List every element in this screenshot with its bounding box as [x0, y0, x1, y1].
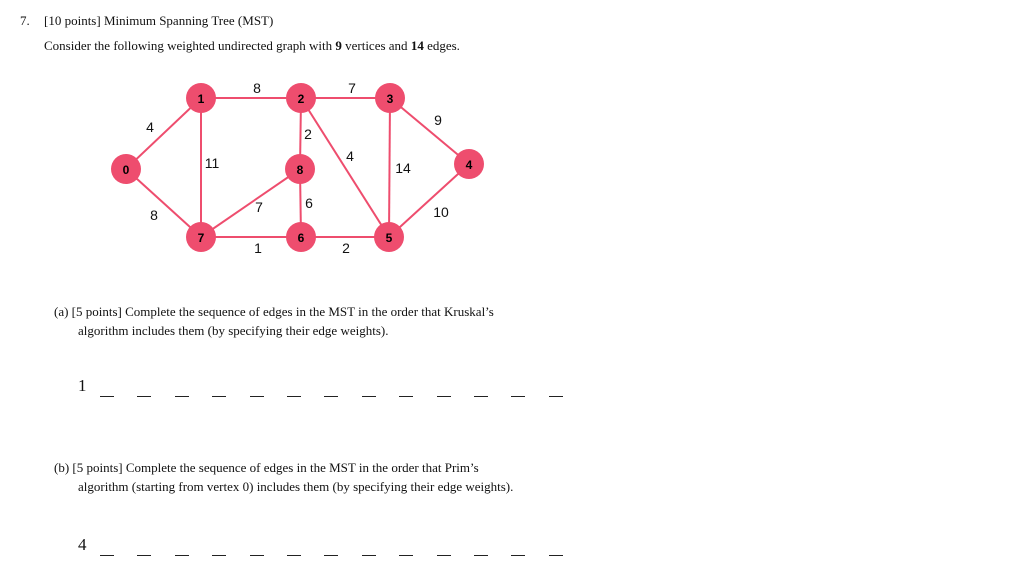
kruskal-answer-blank-4[interactable] [175, 396, 189, 397]
prim-answer-blank-7[interactable] [287, 555, 301, 556]
kruskal-answer-blank-8[interactable] [324, 396, 338, 397]
vertex-label-5: 5 [385, 231, 393, 245]
vertex-label-3: 3 [386, 92, 394, 106]
vertex-label-6: 6 [297, 231, 305, 245]
prim-answer-blank-11[interactable] [437, 555, 451, 556]
part-a-line1: (a) [5 points] Complete the sequence of edges in the MST in the order that Kruskal’s [54, 304, 494, 319]
intro-text-b: vertices and [341, 38, 411, 53]
vertex-label-0: 0 [122, 163, 130, 177]
vertex-count: 9 [335, 38, 342, 53]
question-title: [10 points] Minimum Spanning Tree (MST) [44, 13, 274, 28]
edge-weight-2-8: 2 [304, 126, 312, 142]
edge-weight-4-5: 10 [433, 204, 449, 220]
part-a-line2: algorithm includes them (by specifying their edge weights). [78, 323, 389, 338]
intro-text-c: edges. [423, 38, 460, 53]
edge-3-5 [389, 98, 390, 237]
vertex-label-2: 2 [297, 92, 305, 106]
intro-text-a: Consider the following weighted undirected graph with [44, 38, 336, 53]
prim-answer-blank-10[interactable] [399, 555, 413, 556]
kruskal-answer-blank-7[interactable] [287, 396, 301, 397]
part-b-prompt [54, 458, 513, 496]
prim-answer-blank-13[interactable] [511, 555, 525, 556]
kruskal-answer-blank-2[interactable] [100, 396, 114, 397]
kruskal-answer-blank-6[interactable] [250, 396, 264, 397]
prim-answer-blank-3[interactable] [137, 555, 151, 556]
edge-0-7 [126, 169, 201, 237]
edge-weight-5-6: 2 [342, 240, 350, 256]
edge-weight-0-1: 4 [146, 119, 154, 135]
edge-weight-0-7: 8 [150, 207, 158, 223]
kruskal-answer-blank-14[interactable] [549, 396, 563, 397]
prim-answer-blank-8[interactable] [324, 555, 338, 556]
edge-weight-7-8: 7 [255, 199, 263, 215]
kruskal-answer-blank-3[interactable] [137, 396, 151, 397]
prim-answer-blank-5[interactable] [212, 555, 226, 556]
vertex-label-1: 1 [197, 92, 205, 106]
prim-answer-blank-12[interactable] [474, 555, 488, 556]
kruskal-answer-blank-5[interactable] [212, 396, 226, 397]
question-number: 7. [20, 13, 30, 28]
edge-weight-6-8: 6 [305, 195, 313, 211]
edge-weight-2-5: 4 [346, 148, 354, 164]
vertex-label-8: 8 [296, 163, 304, 177]
edge-weight-3-5: 14 [395, 160, 411, 176]
part-b-line1: (b) [5 points] Complete the sequence of edges in the MST in the order that Prim’s [54, 460, 479, 475]
kruskal-answer-blank-9[interactable] [362, 396, 376, 397]
edge-7-8 [201, 169, 300, 237]
edge-weight-2-3: 7 [348, 80, 356, 96]
kruskal-answer-blank-11[interactable] [437, 396, 451, 397]
prim-answer-blank-4[interactable] [175, 555, 189, 556]
kruskal-answer-blank-13[interactable] [511, 396, 525, 397]
part-b-line2: algorithm (starting from vertex 0) includes them (by specifying their edge weights). [78, 479, 514, 494]
kruskal-answer-blank-12[interactable] [474, 396, 488, 397]
vertex-label-4: 4 [465, 158, 473, 172]
edge-weight-3-4: 9 [434, 112, 442, 128]
prim-first-value: 4 [78, 535, 87, 554]
prim-answer-blank-14[interactable] [549, 555, 563, 556]
prim-answer-blank-9[interactable] [362, 555, 376, 556]
edge-0-1 [126, 98, 201, 169]
edge-weight-6-7: 1 [254, 240, 262, 256]
edge-3-4 [390, 98, 469, 164]
kruskal-first-value: 1 [78, 376, 87, 395]
prim-answer-blank-6[interactable] [250, 555, 264, 556]
edge-weight-1-7: 11 [204, 155, 220, 171]
vertex-label-7: 7 [197, 231, 205, 245]
part-a-prompt [54, 302, 494, 340]
prim-answer-blank-2[interactable] [100, 555, 114, 556]
edge-weight-1-2: 8 [253, 80, 261, 96]
edge-count: 14 [410, 38, 424, 53]
kruskal-answer-blank-10[interactable] [399, 396, 413, 397]
